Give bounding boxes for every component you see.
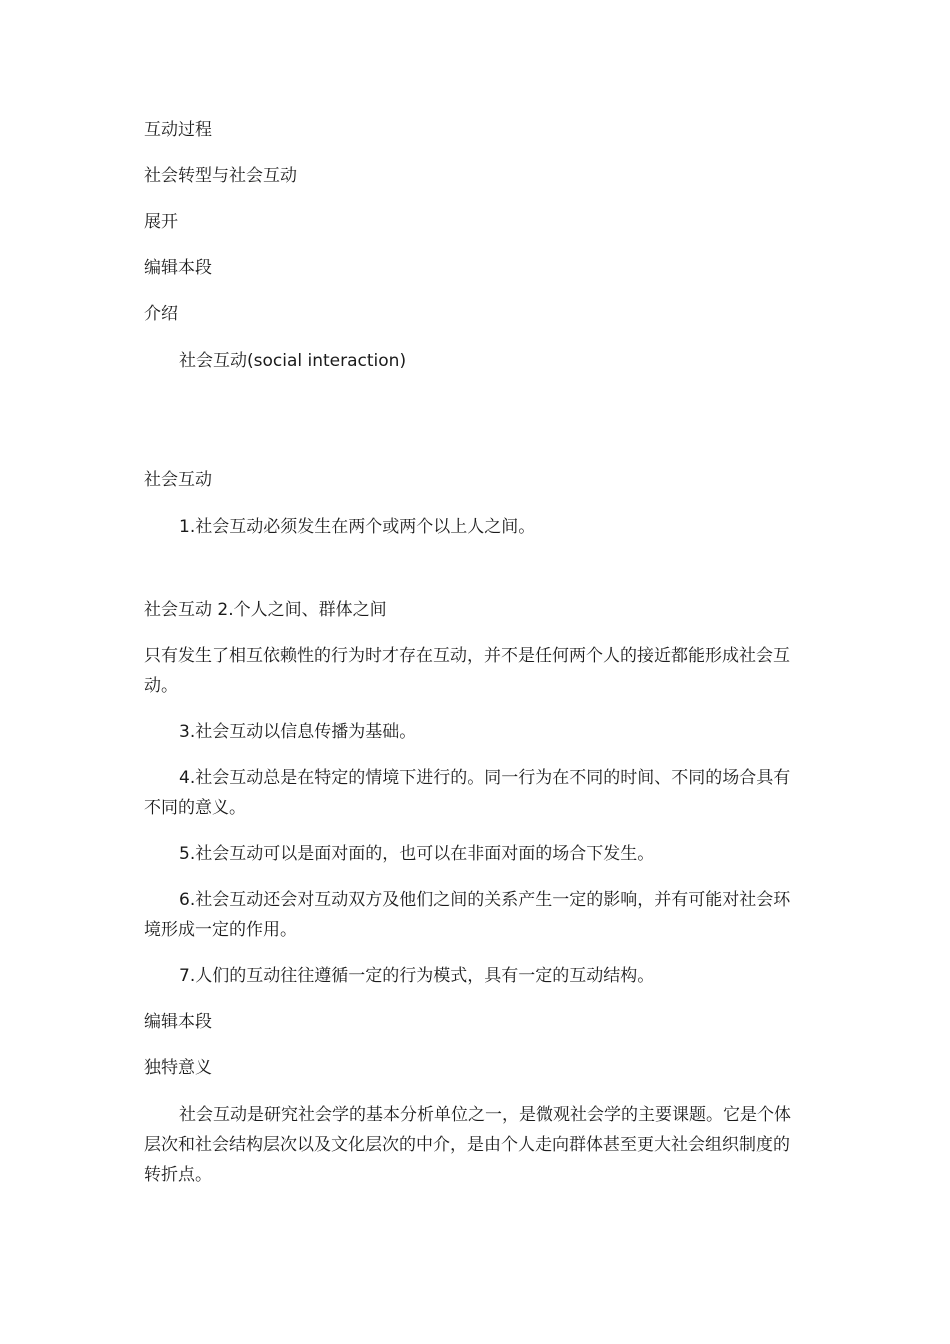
edit-section-label-2: 编辑本段 (144, 1012, 212, 1032)
point-2-heading: 社会互动 2.个人之间、群体之间 (144, 600, 387, 620)
point-1: 1.社会互动必须发生在两个或两个以上人之间。 (179, 517, 536, 537)
heading-interaction-process: 互动过程 (144, 120, 212, 140)
heading-social-transformation: 社会转型与社会互动 (144, 166, 297, 186)
section-title-unique-meaning: 独特意义 (144, 1058, 212, 1078)
point-2-body: 只有发生了相互依赖性的行为时才存在互动，并不是任何两个人的接近都能形成社会互动。 (144, 646, 790, 696)
intro-term: 社会互动(social interaction) (179, 351, 407, 371)
point-7: 7.人们的互动往往遵循一定的行为模式，具有一定的互动结构。 (179, 966, 655, 986)
expand-label: 展开 (144, 212, 178, 232)
edit-section-label: 编辑本段 (144, 258, 212, 278)
point-6: 6.社会互动还会对互动双方及他们之间的关系产生一定的影响，并有可能对社会环境形成一定的作用。 (144, 890, 791, 940)
point-4: 4.社会互动总是在特定的情境下进行的。同一行为在不同的时间、不同的场合具有不同的意义。 (144, 768, 791, 818)
unique-meaning-body: 社会互动是研究社会学的基本分析单位之一，是微观社会学的主要课题。它是个体层次和社会结构层次以及文化层次的中介，是由个人走向群体甚至更大社会组织制度的转折点。 (144, 1105, 791, 1185)
section-title-social-interaction: 社会互动 (144, 470, 212, 490)
point-3: 3.社会互动以信息传播为基础。 (179, 722, 417, 742)
section-title-introduction: 介绍 (144, 304, 178, 324)
point-5: 5.社会互动可以是面对面的，也可以在非面对面的场合下发生。 (179, 844, 655, 864)
